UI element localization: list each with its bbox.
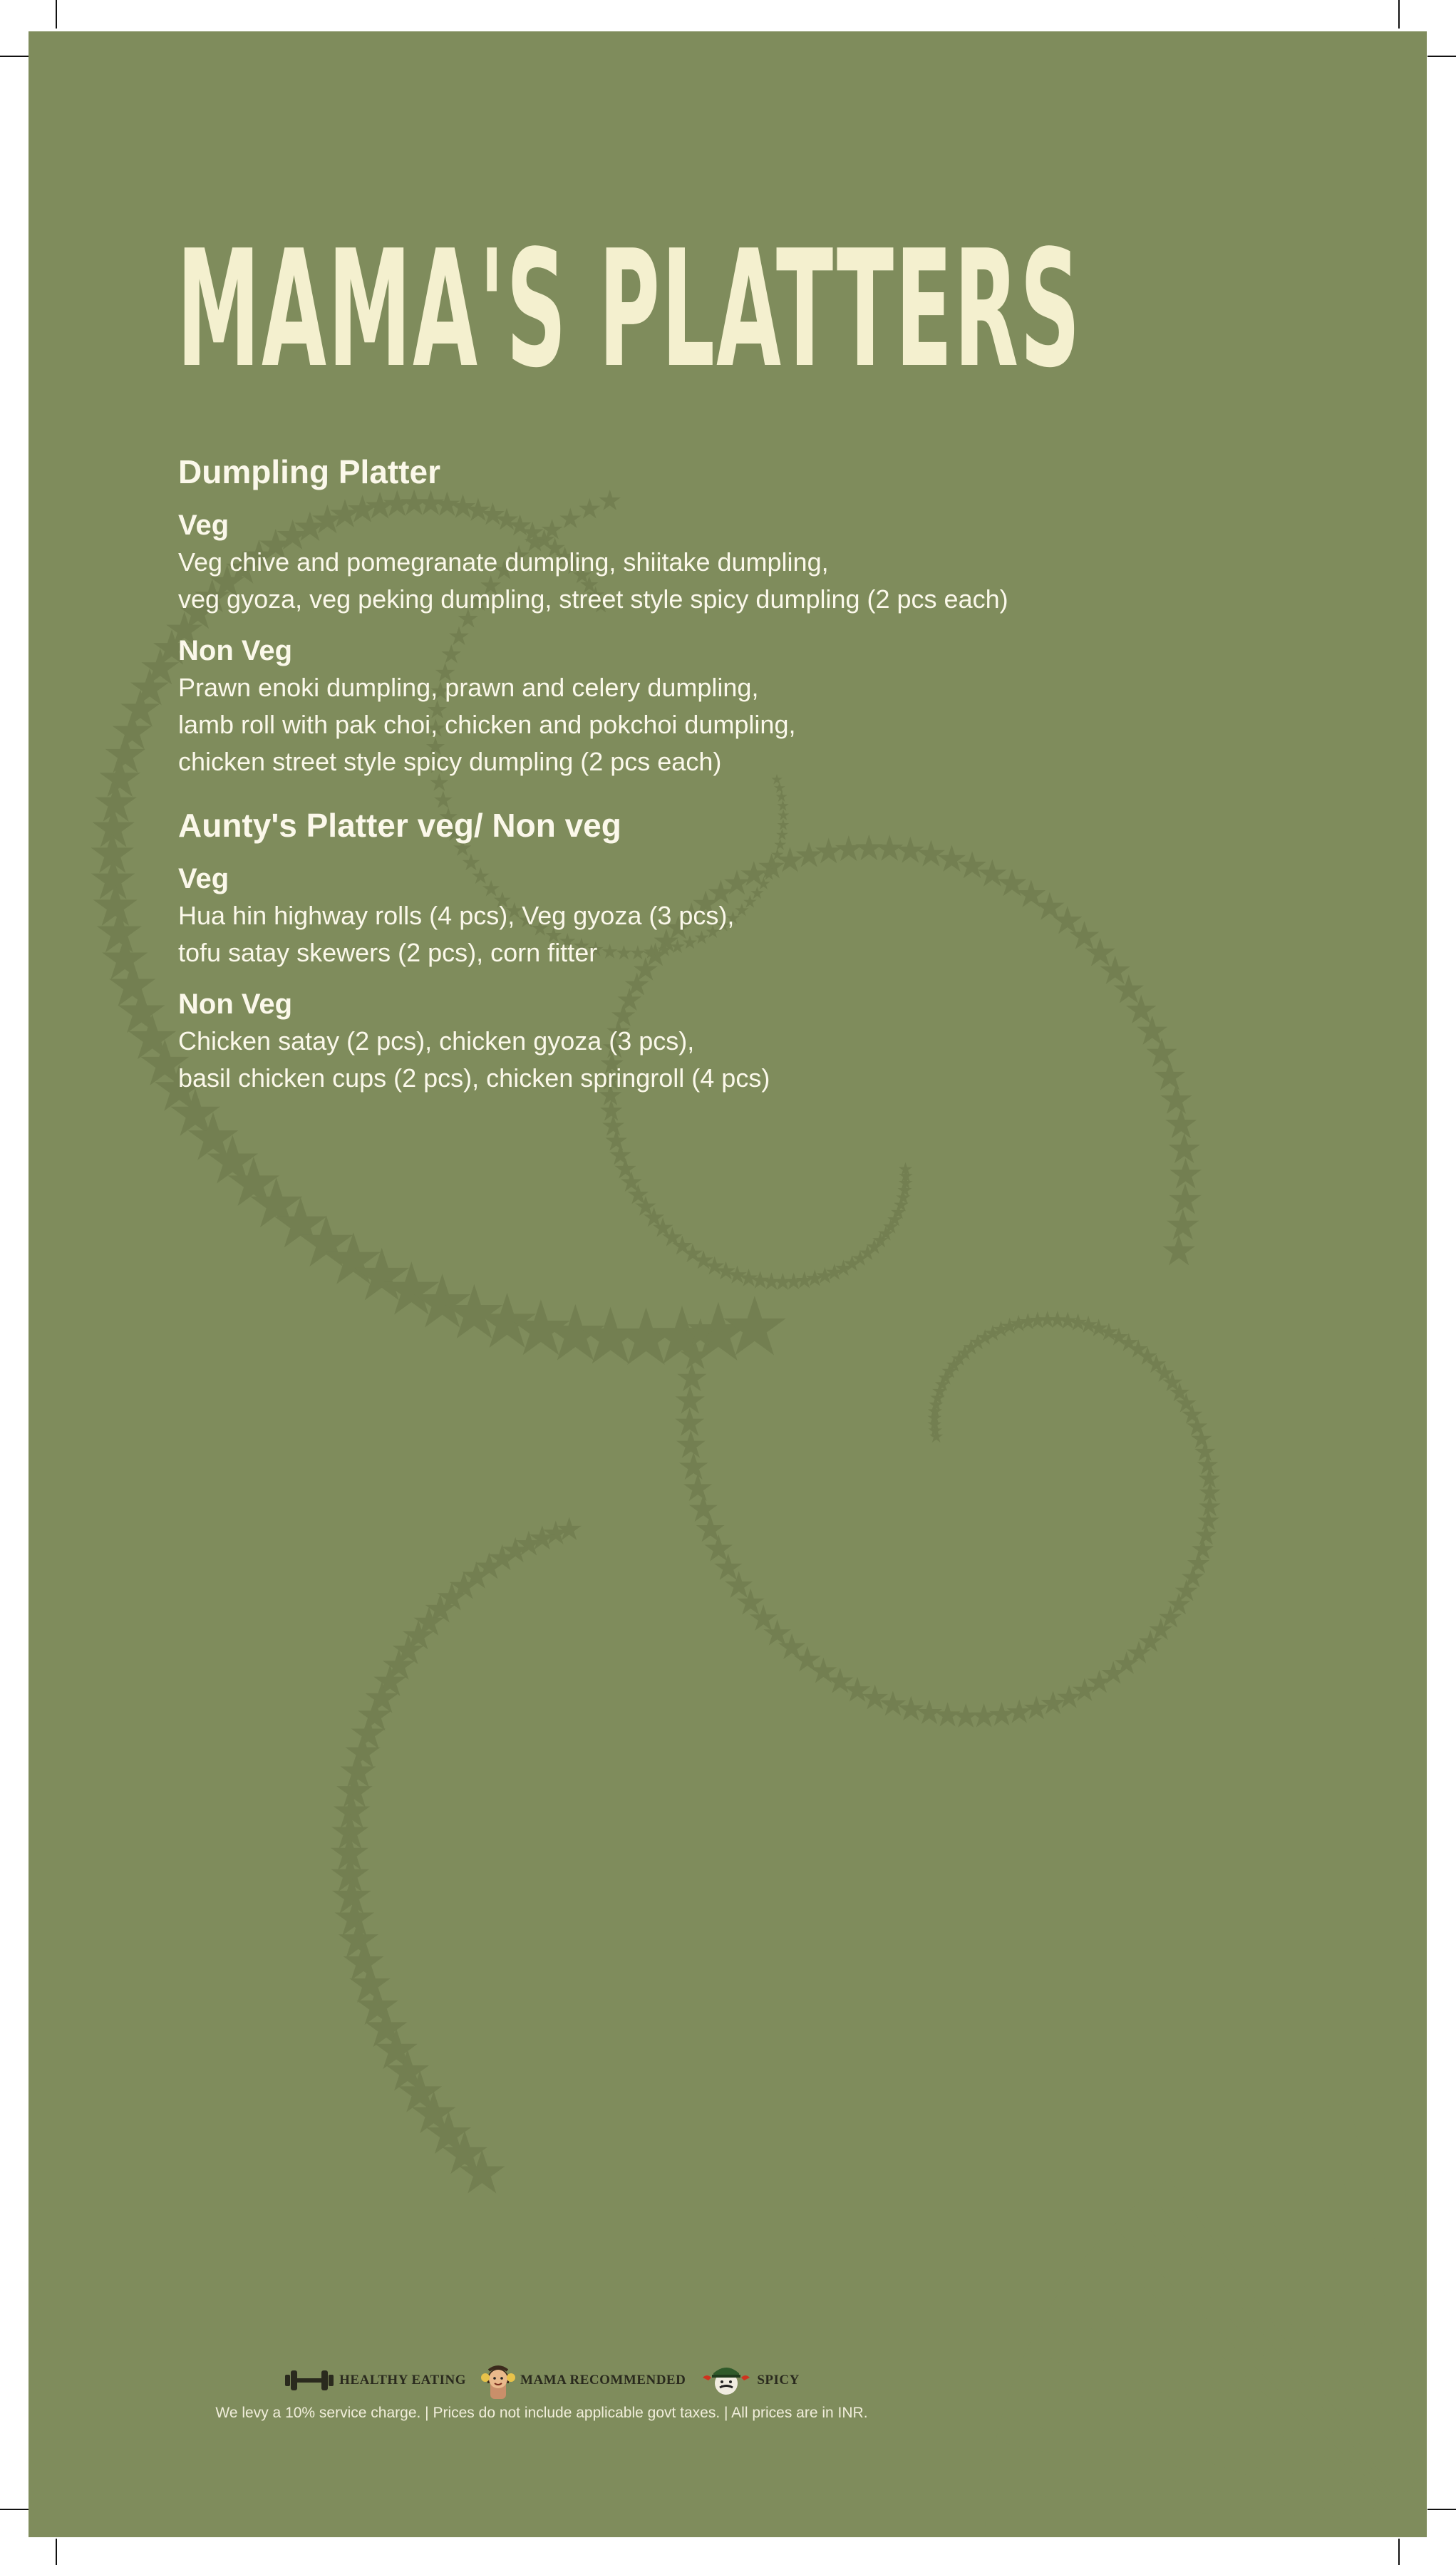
star-decoration [677,1363,706,1391]
item-list [178,669,1318,780]
crop-mark [0,56,29,57]
star-decoration [971,1703,996,1728]
menu-page [29,31,1427,2537]
footnote: We levy a 10% service charge. | Prices do not include applicable govt taxes. | All prices are in INR. [215,2405,868,2421]
section-heading: Dumpling Platter [178,453,441,490]
page-title: MAMA'S PLATTERS [177,216,1082,403]
item-line: Veg chive and pomegranate dumpling, shiitake dumpling, [178,547,829,577]
star-decoration [344,1941,384,1980]
dietary-legend [29,2359,1055,2402]
star-decoration [1165,1108,1197,1138]
crop-mark [1427,2509,1456,2510]
spicy-face-icon [700,2362,753,2399]
crop-mark [1398,2539,1400,2565]
item-line: veg gyoza, veg peking dumpling, street style spicy dumpling (2 pcs each) [178,584,1008,614]
star-decoration [339,1920,378,1958]
star-decoration [1024,1696,1049,1719]
star-decoration [739,1269,758,1286]
star-decoration [1168,1133,1200,1163]
dumpling-platter-section [178,453,1318,796]
crop-mark [56,2539,57,2565]
star-decoration [898,1183,912,1197]
non-veg-group [178,987,1318,1097]
item-line: tofu satay skewers (2 pcs), corn fitter [178,937,598,967]
auntys-platter-section [178,807,1318,1113]
item-line: chicken street style spicy dumpling (2 pcs each) [178,746,722,776]
item-list [178,1023,1318,1097]
star-decoration [1079,1316,1097,1333]
veg-group [178,508,1318,618]
star-decoration [93,884,138,926]
crop-mark [1427,56,1456,57]
legend-item-recommended [480,2359,686,2402]
star-decoration [1162,1234,1195,1265]
star-decoration [1170,1158,1202,1189]
group-label: Non Veg [178,988,293,1020]
crop-mark [0,2509,29,2510]
veg-group [178,862,1318,971]
item-list [178,544,1318,618]
legend-item-spicy [700,2362,800,2399]
star-decoration [728,1266,746,1284]
star-decoration [478,1293,536,1348]
dumbbell-icon [284,2368,335,2393]
group-label: Veg [178,509,229,541]
star-swirl-pattern [29,31,1427,2537]
item-line: Chicken satay (2 pcs), chicken gyoza (3 pcs), [178,1026,695,1056]
group-label: Non Veg [178,634,293,666]
legend-label: HEALTHY EATING [339,2373,467,2388]
non-veg-group [178,634,1318,780]
mama-face-icon [480,2359,516,2402]
star-decoration [1199,1496,1220,1517]
star-decoration [1069,1314,1087,1331]
star-decoration [896,1190,910,1204]
sunburst [985,2095,1427,2537]
item-line: Prawn enoki dumpling, prawn and celery dumpling, [178,672,759,702]
star-decoration [806,1269,823,1286]
crop-mark [1398,0,1400,29]
star-decoration [676,1430,706,1458]
star-decoration [97,910,142,953]
legend-item-healthy [284,2368,466,2393]
group-label: Veg [178,862,229,894]
star-decoration [1167,1209,1199,1239]
star-decoration [683,1474,712,1501]
legend-label: SPICY [757,2373,800,2388]
star-decoration [953,1703,979,1728]
crop-mark [56,0,57,29]
item-line: basil chicken cups (2 pcs), chicken springroll (4 pcs) [178,1063,770,1093]
item-line: Hua hin highway rolls (4 pcs), Veg gyoza (3 pcs), [178,900,735,930]
star-decoration [1090,1318,1108,1336]
star-decoration [725,1571,753,1598]
star-decoration [1169,1184,1201,1214]
star-decoration [1197,1509,1219,1530]
section-heading: Aunty's Platter veg/ Non veg [178,807,621,844]
star-decoration [898,1696,924,1721]
star-decoration [335,1898,374,1936]
item-line: lamb roll with pak choi, chicken and pokchoi dumpling, [178,709,796,739]
star-decoration [675,1408,704,1436]
star-decoration [689,1495,718,1522]
item-list [178,897,1318,971]
legend-label: MAMA RECOMMENDED [520,2373,686,2388]
